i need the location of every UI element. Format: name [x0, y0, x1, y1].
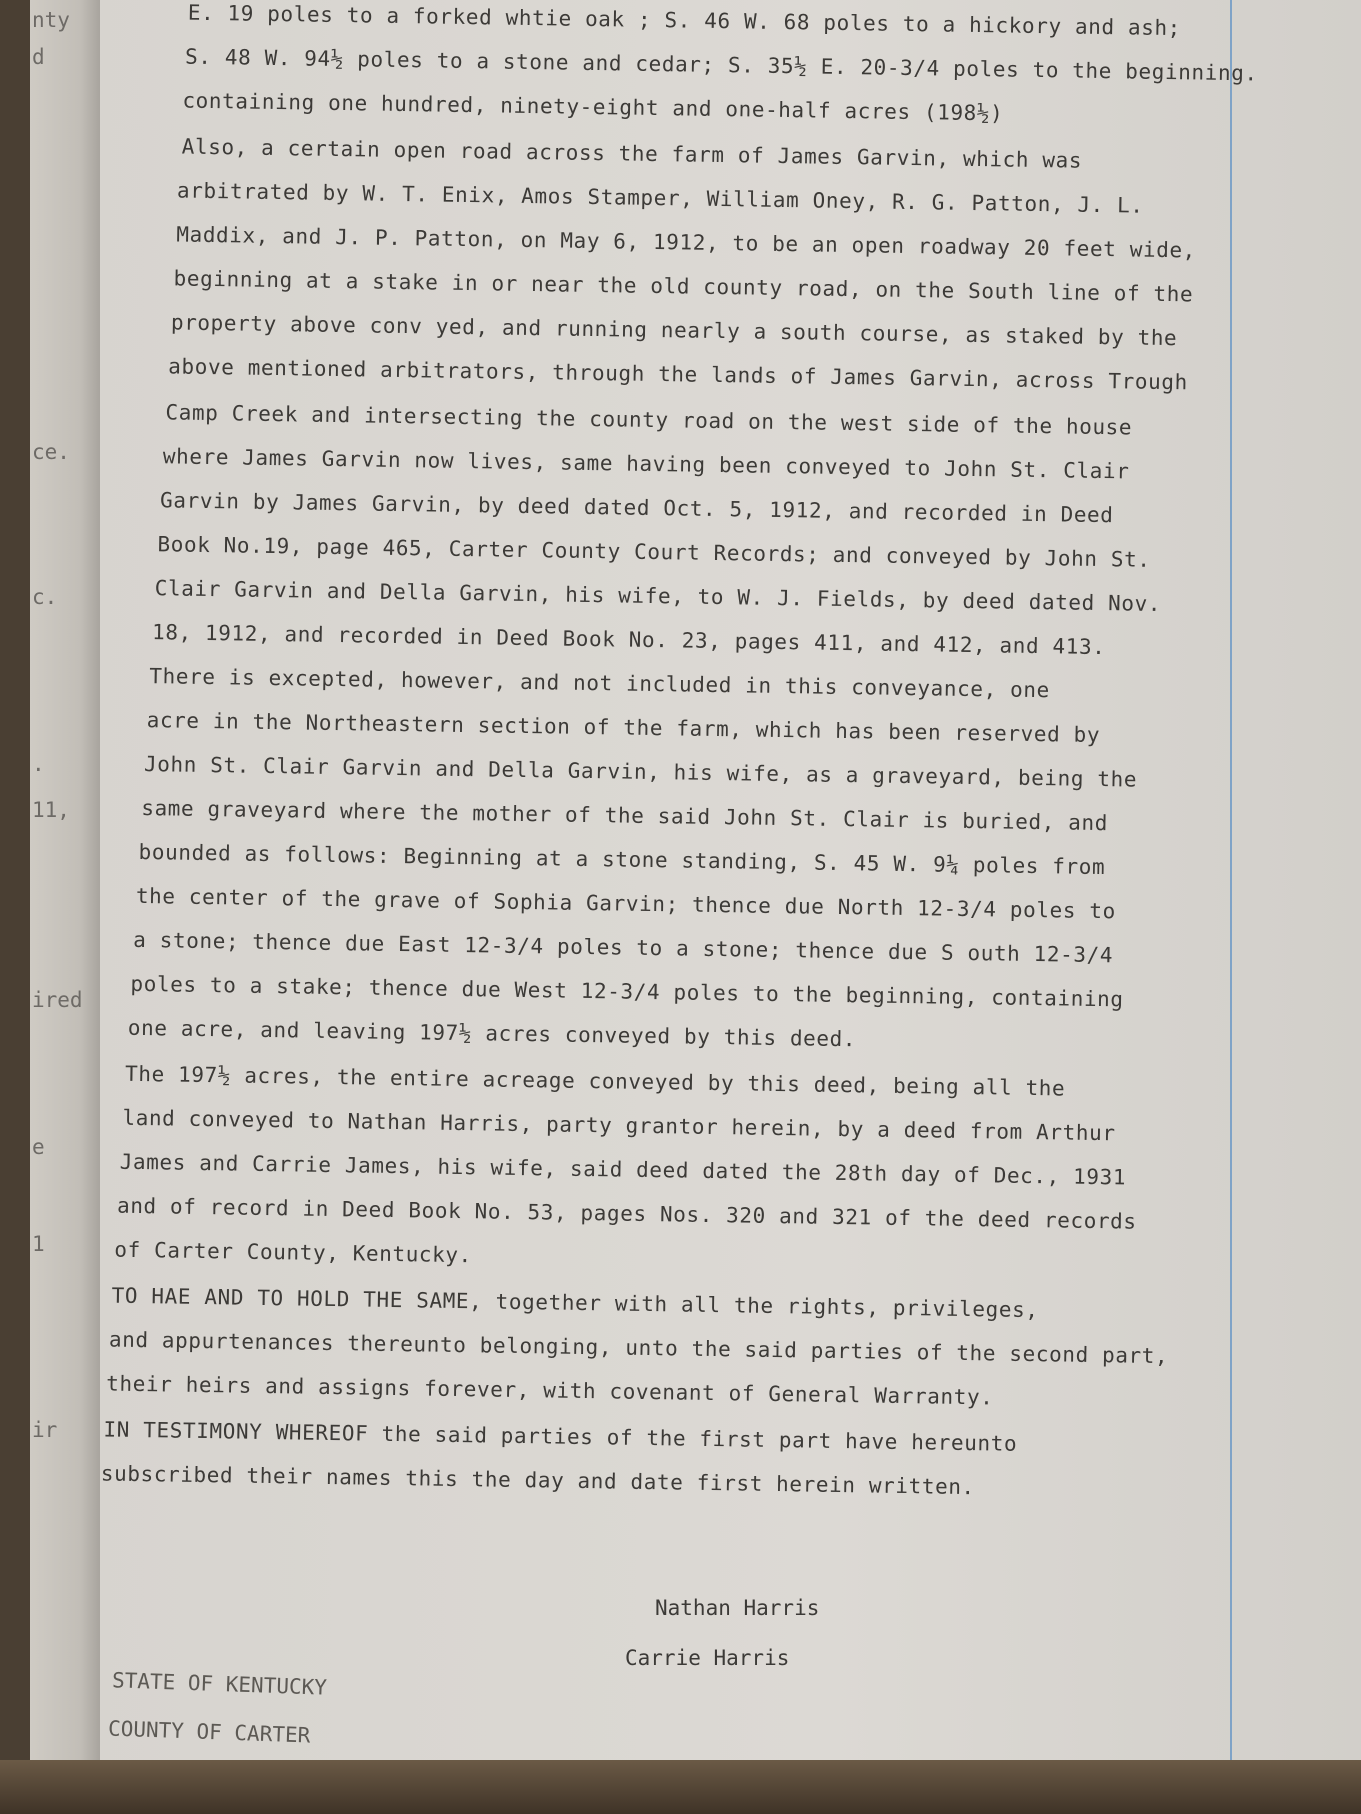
margin-fragment: 11,	[32, 798, 70, 822]
text-line: above mentioned arbitrators, through the lands of James Garvin, across Trough	[168, 354, 1189, 395]
margin-fragment: nty	[32, 8, 70, 32]
text-line: their heirs and assigns forever, with covenant of General Warranty.	[106, 1371, 994, 1410]
text-line: subscribed their names this the day and date first herein written.	[100, 1461, 975, 1500]
deed-body	[100, 0, 1258, 1500]
margin-fragment: e	[32, 1135, 45, 1159]
text-line: and appurtenances thereunto belonging, unto the said parties of the second part,	[108, 1327, 1169, 1369]
text-line: Maddix, and J. P. Patton, on May 6, 1912, to be an open roadway 20 feet wide,	[176, 222, 1197, 263]
text-line: and of record in Deed Book No. 53, pages Nos. 320 and 321 of the deed records	[116, 1193, 1137, 1234]
text-line: James and Carrie James, his wife, said deed dated the 28th day of Dec., 1931	[119, 1149, 1127, 1190]
text-line: beginning at a stake in or near the old county road, on the South line of the	[173, 266, 1194, 307]
signature-nathan-harris: Nathan Harris	[655, 1596, 820, 1620]
text-line: property above conv yed, and running nearly a south course, as staked by the	[170, 310, 1178, 351]
text-line: E. 19 poles to a forked whtie oak ; S. 46 W. 68 poles to a hickory and ash;	[187, 0, 1182, 41]
text-line: TO HAE AND TO HOLD THE SAME, together with all the rights, privileges,	[111, 1283, 1039, 1323]
signature-carrie-harris: Carrie Harris	[625, 1646, 790, 1670]
text-line: Clair Garvin and Della Garvin, his wife, to W. J. Fields, by deed dated Nov.	[154, 576, 1162, 616]
text-line: where James Garvin now lives, same having been conveyed to John St. Clair	[162, 444, 1130, 484]
desk-surface	[0, 1760, 1361, 1814]
text-line: bounded as follows: Beginning at a stone standing, S. 45 W. 9¼ poles from	[138, 839, 1106, 880]
margin-fragment: ired	[32, 988, 83, 1012]
text-line: 18, 1912, and recorded in Deed Book No. 23, pages 411, and 412, and 413.	[151, 620, 1106, 660]
text-line: Also, a certain open road across the farm of James Garvin, which was	[181, 134, 1083, 173]
text-line: the center of the grave of Sophia Garvin; thence due North 12-3/4 poles to	[135, 883, 1116, 924]
facing-page-edge	[30, 0, 100, 1782]
county-heading: COUNTY OF CARTER	[107, 1716, 311, 1748]
state-heading: STATE OF KENTUCKY	[111, 1668, 328, 1700]
text-line: IN TESTIMONY WHEREOF the said parties of the first part have hereunto	[103, 1417, 1018, 1456]
margin-fragment: 1	[32, 1232, 45, 1256]
margin-fragment: c.	[32, 585, 58, 609]
text-line: containing one hundred, ninety-eight and one-half acres (198½)	[182, 88, 1004, 126]
text-line: There is excepted, however, and not included in this conveyance, one	[149, 664, 1050, 703]
margin-fragment: d	[32, 45, 45, 69]
text-line: The 197½ acres, the entire acreage conveyed by this deed, being all the	[124, 1061, 1066, 1101]
text-line: Book No.19, page 465, Carter County Court Records; and conveyed by John St.	[157, 532, 1151, 572]
margin-fragment: ir	[32, 1418, 58, 1442]
text-line: arbitrated by W. T. Enix, Amos Stamper, William Oney, R. G. Patton, J. L.	[176, 178, 1144, 218]
text-line: Camp Creek and intersecting the county road on the west side of the house	[165, 400, 1133, 440]
text-line: John St. Clair Garvin and Della Garvin, his wife, as a graveyard, being the	[143, 752, 1138, 792]
text-line: acre in the Northeastern section of the farm, which has been reserved by	[146, 708, 1101, 748]
text-line: S. 48 W. 94½ poles to a stone and cedar; S. 35½ E. 20-3/4 poles to the beginning.	[184, 44, 1258, 86]
text-line: same graveyard where the mother of the said John St. Clair is buried, and	[141, 795, 1109, 836]
margin-fragment: ce.	[32, 440, 70, 464]
text-line: one acre, and leaving 197½ acres conveyed by this deed.	[127, 1015, 857, 1052]
margin-rule	[1230, 0, 1232, 1782]
text-line: Garvin by James Garvin, by deed dated Oct. 5, 1912, and recorded in Deed	[159, 488, 1114, 528]
text-line: land conveyed to Nathan Harris, party grantor herein, by a deed from Arthur	[122, 1105, 1116, 1146]
text-line: poles to a stake; thence due West 12-3/4 poles to the beginning, containing	[130, 971, 1124, 1012]
margin-fragment: .	[32, 752, 45, 776]
text-line: of Carter County, Kentucky.	[114, 1237, 473, 1268]
document-page	[30, 0, 1361, 1782]
text-line: a stone; thence due East 12-3/4 poles to a stone; thence due S outh 12-3/4	[133, 927, 1114, 968]
